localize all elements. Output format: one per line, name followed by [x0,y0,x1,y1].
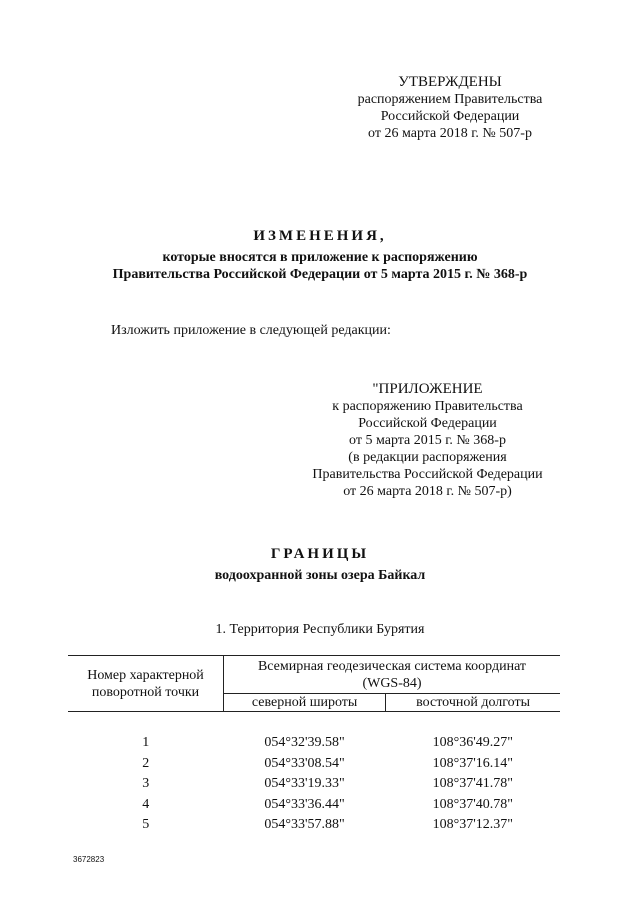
section-title: 1. Территория Республики Бурятия [215,622,425,637]
longitude-value: 108°37'40.78" [432,796,514,812]
latitude-value: 054°32'39.58" [264,735,345,750]
borders-heading [40,545,600,584]
latitude-value: 054°33'08.54" [264,755,345,771]
borders-subtitle: водоохранной зоны озера Байкал [214,568,426,583]
longitude-value: 108°37'12.37" [432,817,514,833]
approval-line: от 26 марта 2018 г. № 507-р [368,126,532,141]
appendix-block [300,380,555,500]
document-number: 3672823 [73,855,105,864]
latitude-value: 054°33'57.88" [264,817,345,833]
borders-title: ГРАНИЦЫ [270,546,370,562]
instruction-text: Изложить приложение в следующей редакции: [111,323,391,338]
latitude-header: северной широты [224,694,386,712]
changes-line: которые вносятся в приложение к распоряжению [162,250,478,265]
latitude-value: 054°33'36.44" [264,796,345,812]
coordinate-system-header: Всемирная геодезическая система координат (WGS-84) [224,656,561,694]
appendix-line: (в редакции распоряжения [348,450,507,465]
point-number: 5 [142,817,150,833]
changes-heading [40,227,600,283]
table-row [68,774,560,795]
table-row [68,733,560,754]
approval-block [330,73,570,142]
appendix-line: Российской Федерации [358,416,497,431]
changes-line: Правительства Российской Федерации от 5 марта 2015 г. № 368-р [112,267,528,282]
point-number: 3 [142,776,150,792]
longitude-header: восточной долготы [386,694,560,712]
appendix-line: от 26 марта 2018 г. № 507-р) [343,484,512,499]
table-row [68,815,560,836]
point-number: 2 [142,755,150,771]
longitude-value: 108°37'16.14" [432,755,514,771]
longitude-value: 108°37'41.78" [432,776,514,792]
appendix-line: от 5 марта 2015 г. № 368-р [349,433,506,448]
longitude-value: 108°36'49.27" [432,735,514,750]
appendix-line: к распоряжению Правительства [332,399,523,414]
approval-line: распоряжением Правительства [357,92,543,107]
changes-title: ИЗМЕНЕНИЯ, [253,228,387,244]
approval-title: УТВЕРЖДЕНЫ [398,74,502,90]
point-number-header: Номер характерной поворотной точки [68,656,224,712]
approval-line: Российской Федерации [380,109,520,124]
latitude-value: 054°33'19.33" [264,776,345,792]
table-row [68,754,560,775]
point-number: 4 [142,796,150,812]
appendix-line: Правительства Российской Федерации [312,467,543,482]
coordinates-table [68,655,560,836]
appendix-title: "ПРИЛОЖЕНИЕ [372,381,483,397]
point-number: 1 [142,735,150,750]
table-row [68,795,560,816]
